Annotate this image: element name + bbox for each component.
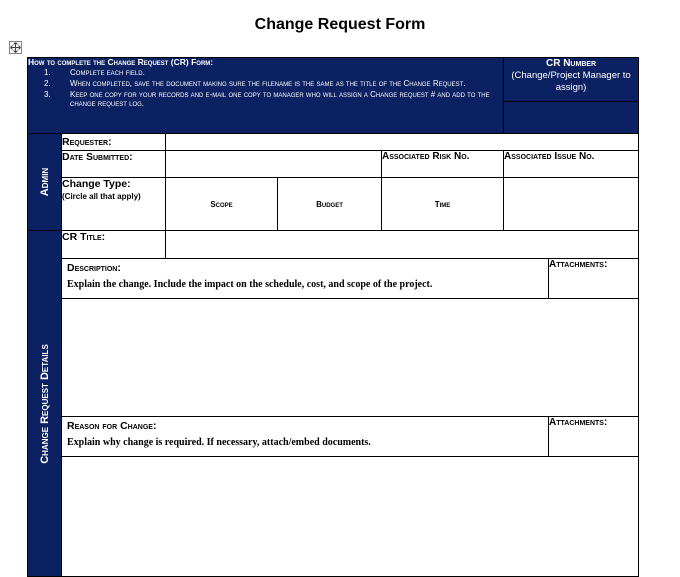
requester-field[interactable] [166,134,639,151]
requester-label: Requester: [62,134,166,151]
cr-number-header [504,58,639,102]
instruction-text: Complete each field. [70,68,145,77]
reason-label: Reason for Change: [67,420,157,432]
associated-risk-label: Associated Risk No. [382,151,504,178]
date-submitted-label: Date Submitted: [62,151,166,178]
admin-label-text: Admin [38,167,51,197]
option-scope[interactable]: Scope [166,178,278,231]
description-label: Description: [67,262,121,274]
cr-title-field[interactable] [166,231,639,259]
change-type-label [62,178,166,231]
instructions-block [28,58,504,134]
instruction-num: 2. [44,79,51,88]
details-label-text: Change Request Details [38,343,51,464]
change-type-note: (Circle all that apply) [62,192,141,201]
option-time[interactable]: Time [382,178,504,231]
reason-field[interactable] [62,457,639,577]
cr-number-note: (Change/Project Manager to assign) [511,70,631,93]
option-budget[interactable]: Budget [278,178,382,231]
instruction-num: 3. [44,90,51,99]
cr-number-label: CR Number [545,58,597,69]
instruction-text: Keep one copy for your records and e-mail one copy to manager who will assign a Change request # and add to the change request log. [70,90,490,108]
details-section-label [28,231,62,577]
change-type-title: Change Type: [62,178,131,190]
description-attachments-label: Attachments: [549,259,639,299]
reason-header [62,417,549,457]
cr-number-field[interactable] [504,102,639,134]
date-submitted-field[interactable] [166,151,382,178]
associated-issue-label: Associated Issue No. [504,151,639,178]
instructions-heading: How to complete the Change Request (CR) Form: [28,57,214,67]
admin-section-label [28,134,62,231]
instruction-num: 1. [44,68,51,77]
instruction-item-2 [44,79,503,88]
description-header [62,259,549,299]
instruction-text: When completed, save the document making sure the filename is the same as the title of the Change Request. [70,79,466,88]
cr-title-label: CR Title: [62,231,166,259]
instruction-item-3 [44,90,503,108]
page-title: Change Request Form [254,16,426,33]
move-arrows-icon[interactable] [9,41,22,54]
description-field[interactable] [62,299,639,417]
reason-attachments-label: Attachments: [549,417,639,457]
reason-instruction: Explain why change is required. If necessary, attach/embed documents. [67,437,371,448]
change-type-extra-field[interactable] [504,178,639,231]
description-instruction: Explain the change. Include the impact on the schedule, cost, and scope of the project. [67,279,433,290]
instruction-item-1 [44,68,503,77]
change-request-table [27,57,639,577]
